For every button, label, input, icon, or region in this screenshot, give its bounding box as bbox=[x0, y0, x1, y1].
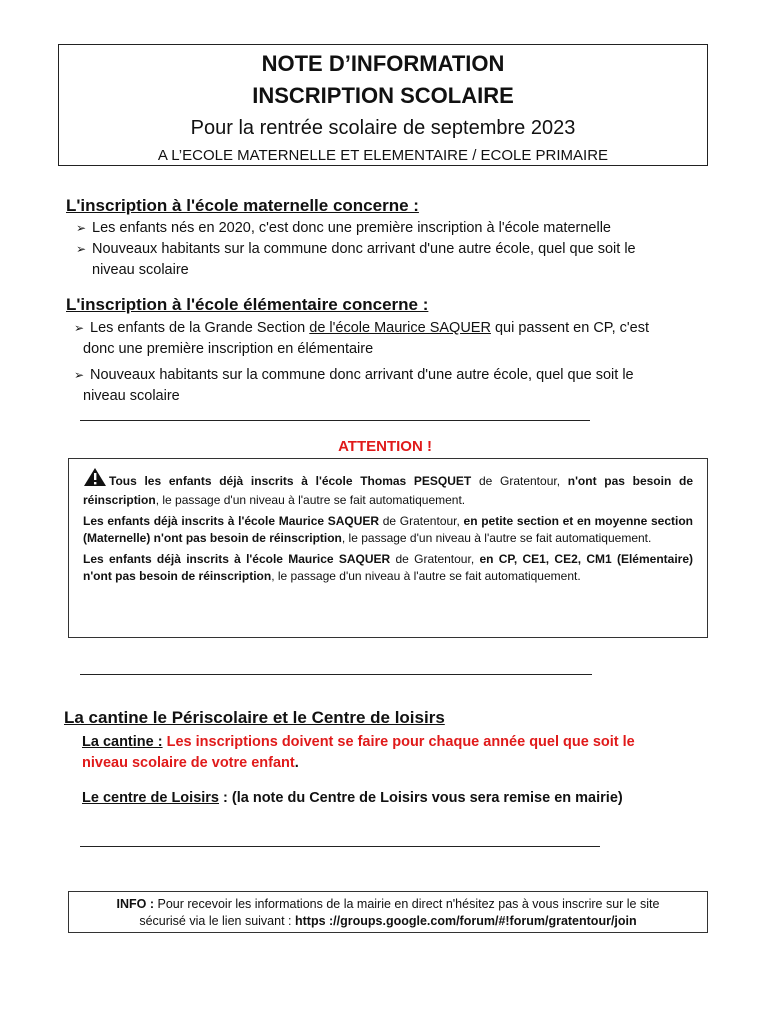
cantine-label: La cantine : bbox=[82, 734, 163, 750]
arrow-bullet-icon: ➢ bbox=[74, 321, 85, 335]
cantine-paragraph: La cantine : Les inscriptions doivent se faire pour chaque année quel que soit le niveau scolaire de votre enfant. bbox=[82, 734, 635, 771]
loisirs-label: Le centre de Loisirs bbox=[82, 790, 219, 806]
attention-box bbox=[68, 458, 708, 638]
elementaire-bullet-2: ➢ Nouveaux habitants sur la commune donc arrivant d'une autre école, quel que soit le niveau scolaire bbox=[74, 367, 634, 404]
maternelle-bullet-1: ➢ Les enfants nés en 2020, c'est donc une première inscription à l'école maternelle bbox=[76, 218, 736, 239]
school-line: A L’ECOLE MATERNELLE ET ELEMENTAIRE / ECOLE PRIMAIRE bbox=[157, 147, 609, 164]
separator bbox=[80, 846, 600, 847]
arrow-bullet-icon: ➢ bbox=[76, 242, 87, 256]
arrow-bullet-icon: ➢ bbox=[74, 368, 85, 382]
elementaire-bullet-1: ➢ Les enfants de la Grande Section de l'école Maurice SAQUER qui passent en CP, c'est donc une première inscription en élémentaire bbox=[74, 320, 650, 357]
maternelle-bullet-2: ➢ Nouveaux habitants sur la commune donc arrivant d'une autre école, quel que soit le niveau scolaire bbox=[76, 241, 636, 278]
info-label: INFO : bbox=[116, 897, 155, 911]
info-box: INFO : Pour recevoir les informations de la mairie en direct n'hésitez pas à vous inscrire sur le site sécurisé via le lien suivant : https ://groups.google.com/forum/#!forum/gratentour/join bbox=[68, 891, 708, 933]
subtitle: Pour la rentrée scolaire de septembre 2023 bbox=[190, 117, 576, 139]
school-saquer-link: de l'école Maurice SAQUER bbox=[309, 320, 491, 336]
title-line-2: INSCRIPTION SCOLAIRE bbox=[252, 83, 514, 108]
separator bbox=[80, 674, 592, 675]
loisirs-paragraph: Le centre de Loisirs : (la note du Centre de Loisirs vous sera remise en mairie) bbox=[82, 790, 623, 806]
title-line-1: NOTE D’INFORMATION bbox=[261, 51, 505, 76]
elementaire-heading: L'inscription à l'école élémentaire concerne : bbox=[66, 295, 429, 314]
arrow-bullet-icon: ➢ bbox=[76, 221, 87, 235]
title-box bbox=[58, 44, 708, 166]
warning-icon bbox=[83, 467, 107, 492]
attention-paragraph-1: Tous les enfants déjà inscrits à l'école Thomas PESQUET de Gratentour, n'ont pas besoin de réinscription, le passage d'un niveau à l'autre se fait automatiquement. bbox=[83, 467, 693, 509]
attention-title: ATTENTION ! bbox=[338, 438, 432, 455]
attention-paragraph-3: Les enfants déjà inscrits à l'école Maurice SAQUER de Gratentour, en CP, CE1, CE2, CM1 (Elémentaire) n'ont pas besoin de réinscription, le passage d'un niveau à l'autre se fait automatiquement. bbox=[83, 552, 693, 583]
maternelle-heading: L'inscription à l'école maternelle concerne : bbox=[66, 196, 419, 215]
attention-paragraph-2: Les enfants déjà inscrits à l'école Maurice SAQUER de Gratentour, en petite section et en moyenne section (Maternelle) n'ont pas besoin de réinscription, le passage d'un niveau à l'autre se fait automatiquement. bbox=[83, 514, 694, 545]
cantine-heading: La cantine le Périscolaire et le Centre de loisirs bbox=[64, 708, 445, 727]
google-groups-link[interactable]: https ://groups.google.com/forum/#!forum/gratentour/join bbox=[294, 914, 637, 928]
separator bbox=[80, 420, 590, 421]
